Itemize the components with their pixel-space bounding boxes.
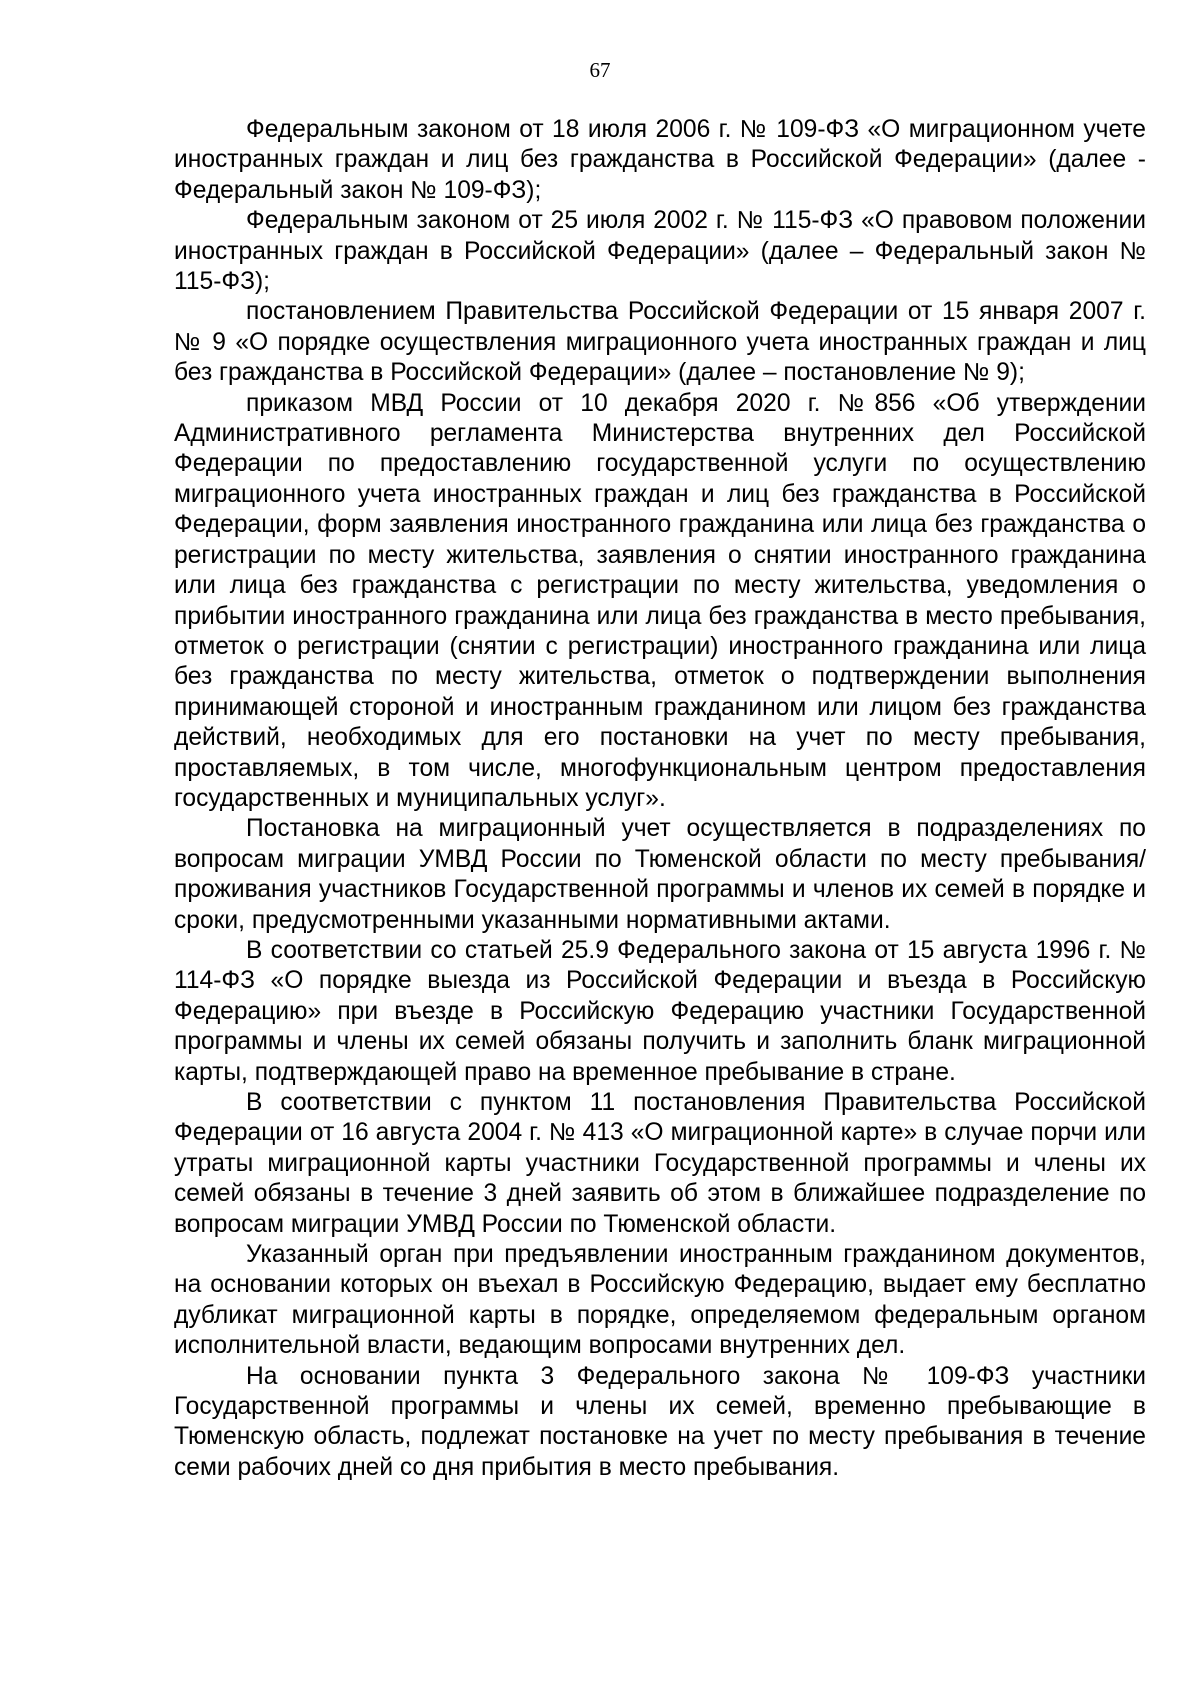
paragraph-mvd-order-856: приказом МВД России от 10 декабря 2020 г. №856 «Об утверждении Административного регламента Министерства внутренних дел Российской Федерации по предоставлению государственной услуги по осуществлению миграционного учета иностранных граждан и лиц без гражданства в Российской Федерации, форм заявления иностранного гражданина или лица без гражданства о регистрации по месту жительства, заявления о снятии иностранного гражданина или лица без гражданства с регистрации по месту жительства, уведомления о прибытии иностранного гражданина или лица без гражданства в место пребывания, отметок о регистрации (снятии с регистрации) иностранного гражданина или лица без гражданства по месту жительства, отметок о подтверждении выполнения принимающей стороной и иностранным гражданином или лицом без гражданства действий, необходимых для его постановки на учет по месту пребывания, проставляемых, в том числе, многофункциональным центром предоставления государственных и муниципальных услуг». — [174, 389, 1146, 812]
document-body — [174, 115, 1146, 1483]
paragraph-card-loss: В соответствии с пунктом 11 постановления Правительства Российской Федерации от 16 августа 2004 г. № 413 «О миграционной карте» в случае порчи или утраты миграционной карты участники Государственной программы и члены их семей обязаны в течение 3 дней заявить об этом в ближайшее подразделение по вопросам миграции УМВД России по Тюменской области. — [174, 1089, 1146, 1238]
paragraph-card-duplicate: Указанный орган при предъявлении иностранным гражданином документов, на основании которых он въехал в Российскую Федерацию, выдает ему бесплатно дубликат миграционной карты в порядке, определяемом федеральным органом исполнительной власти, ведающим вопросами внутренних дел. — [174, 1241, 1146, 1360]
paragraph-federal-law-115: Федеральным законом от 25 июля 2002 г. № 115-ФЗ «О правовом положении иностранных граждан в Российской Федерации» (далее – Федеральный закон № 115-ФЗ); — [174, 207, 1146, 296]
paragraph-government-resolution-9: постановлением Правительства Российской Федерации от 15 января 2007 г. № 9 «О порядке осуществления миграционного учета иностранных граждан и лиц без гражданства в Российской Федерации» (далее – постановление № 9); — [174, 298, 1146, 387]
paragraph-registration-deadline: На основании пункта 3 Федерального закона № 109-ФЗ участники Государственной программы и члены их семей, временно пребывающие в Тюменскую область, подлежат постановке на учет по месту пребывания в течение семи рабочих дней со дня прибытия в место пребывания. — [174, 1362, 1146, 1481]
paragraph-migration-registration: Постановка на миграционный учет осуществляется в подразделениях по вопросам миграции УМВД России по Тюменской области по месту пребывания/проживания участников Государственной программы и членов их семей в порядке и сроки, предусмотренными указанными нормативными актами. — [174, 815, 1146, 934]
paragraph-migration-card: В соответствии со статьей 25.9 Федерального закона от 15 августа 1996 г. № 114-ФЗ «О порядке выезда из Российской Федерации и въезда в Российскую Федерацию» при въезде в Российскую Федерацию участники Государственной программы и члены их семей обязаны получить и заполнить бланк миграционной карты, подтверждающей право на временное пребывание в стране. — [174, 936, 1146, 1086]
paragraph-federal-law-109: Федеральным законом от 18 июля 2006 г. № 109-ФЗ «О миграционном учете иностранных граждан и лиц без гражданства в Российской Федерации» (далее - Федеральный закон № 109-ФЗ); — [174, 116, 1146, 204]
page-number: 67 — [589, 58, 611, 82]
